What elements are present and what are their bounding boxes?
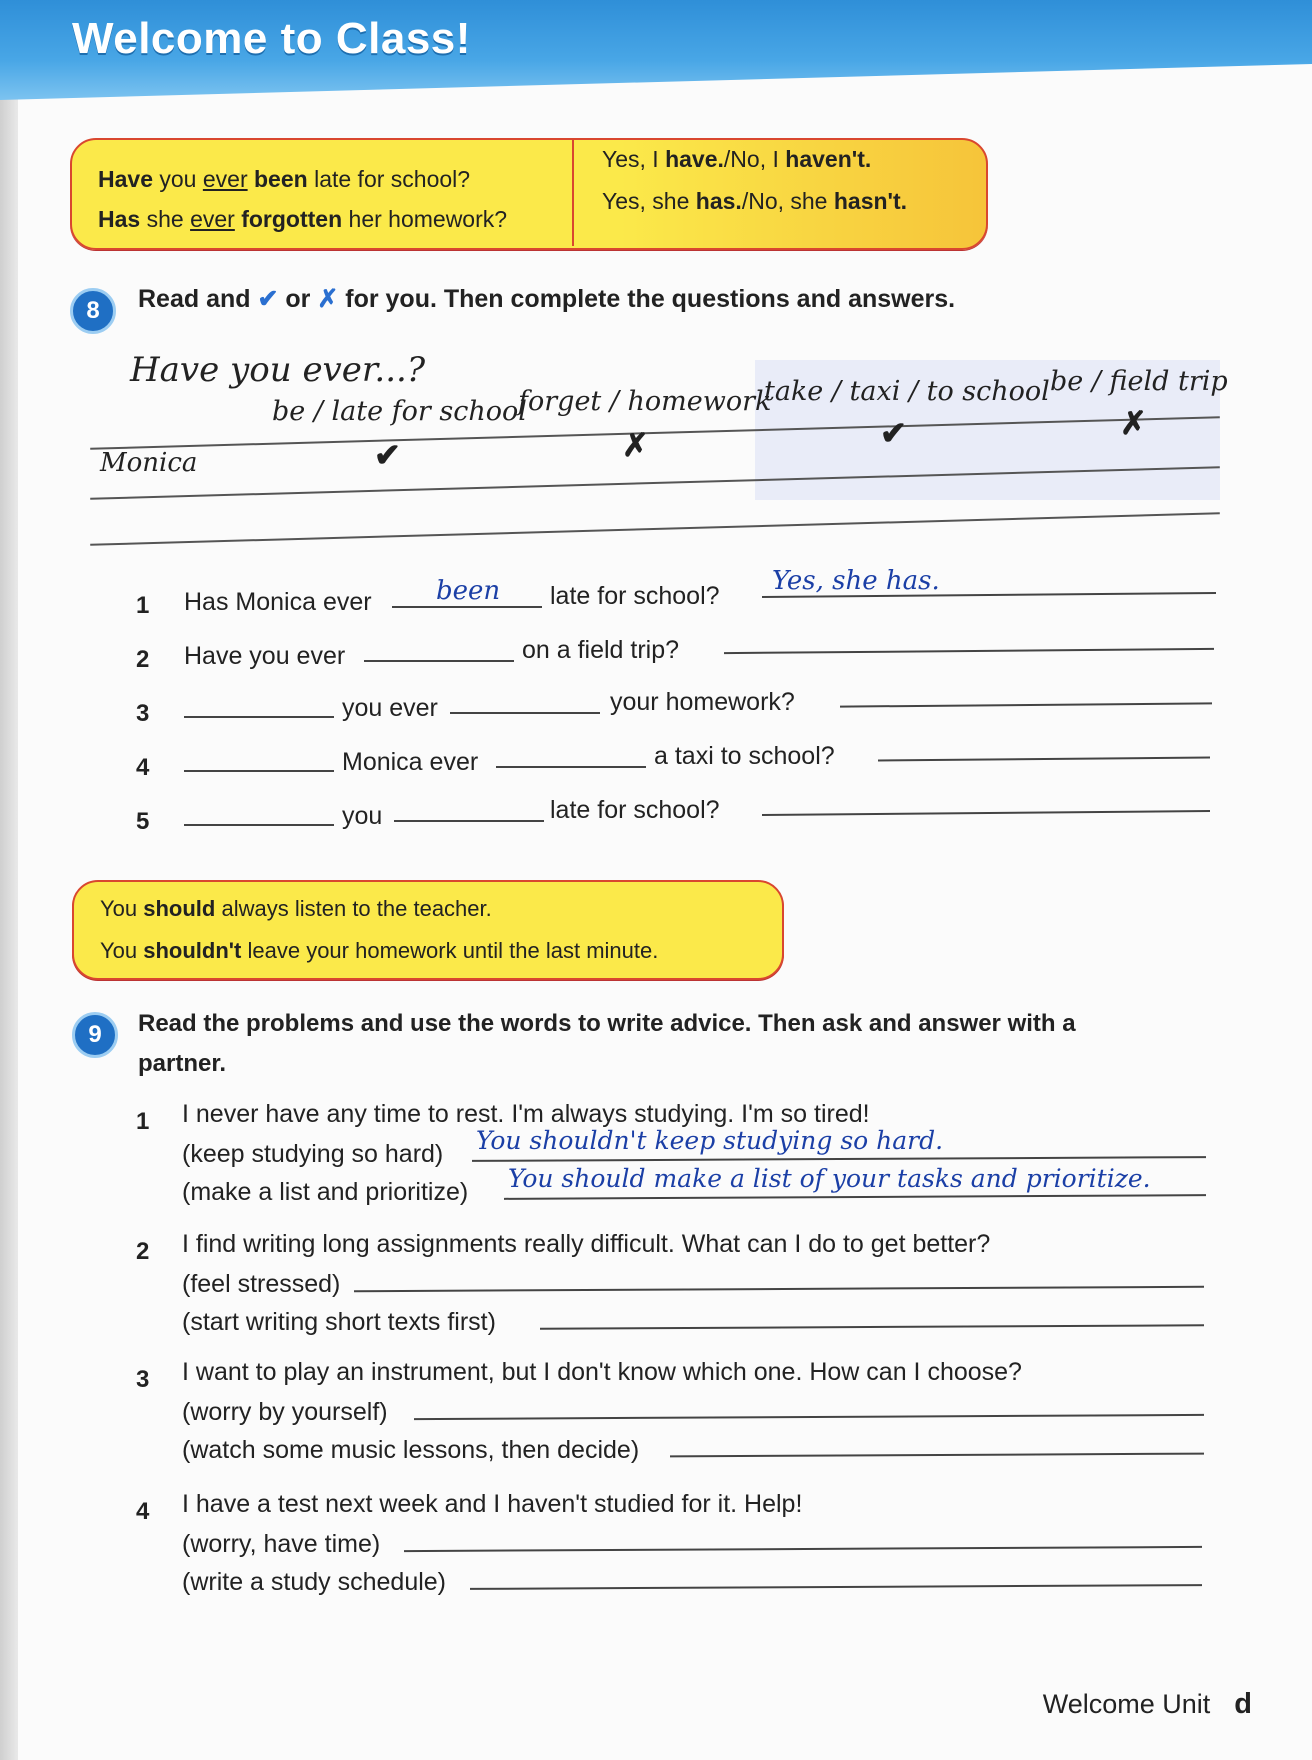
advice-cue: (write a study schedule) (182, 1568, 447, 1596)
question-text: late for school? (550, 582, 720, 610)
question-number: 2 (136, 646, 150, 673)
answer-blank[interactable] (394, 820, 544, 822)
column-header: forget / homework (518, 386, 772, 417)
item-number: 2 (136, 1238, 150, 1265)
answer-line[interactable] (472, 1156, 1206, 1161)
question-text: Have you ever (184, 642, 346, 670)
advice-cue: (watch some music lessons, then decide) (182, 1436, 640, 1464)
grammar-question-1: Have you ever been late for school? (98, 166, 471, 192)
grammar-question-2: Has she ever forgotten her homework? (98, 206, 508, 232)
item-number: 4 (136, 1498, 150, 1525)
exercise-8-instruction: Read and ✔ or ✗ for you. Then complete the questions and answers. (138, 285, 956, 313)
grammar-shouldnt-line: You shouldn't leave your homework until the last minute. (100, 938, 659, 963)
question-text: Has Monica ever (184, 588, 372, 616)
table-row-name: Monica (100, 448, 198, 478)
question-text: your homework? (610, 688, 795, 716)
answer-blank[interactable] (450, 712, 600, 714)
answer-line[interactable] (840, 702, 1212, 707)
column-header: be / late for school (272, 396, 527, 427)
answer-blank[interactable] (496, 766, 646, 768)
item-number: 3 (136, 1366, 150, 1393)
exercise-9-instruction: partner. (138, 1050, 227, 1077)
table-title: Have you ever...? (130, 350, 426, 390)
exercise-9-instruction: Read the problems and use the words to write advice. Then ask and answer with a (138, 1010, 1076, 1037)
question-text: you ever (342, 694, 438, 722)
unit-name: Welcome Unit (1042, 1689, 1211, 1719)
answer-line[interactable] (414, 1414, 1204, 1420)
exercise-number-badge: 9 (72, 1012, 118, 1058)
advice-cue: (feel stressed) (182, 1270, 341, 1298)
answer-blank[interactable] (184, 824, 334, 826)
advice-cue: (make a list and prioritize) (182, 1178, 469, 1206)
table-mark: ✗ (622, 427, 649, 463)
table-rule (90, 512, 1220, 545)
answer-line[interactable] (354, 1286, 1204, 1292)
problem-text: I want to play an instrument, but I don't know which one. How can I choose? (182, 1358, 1022, 1386)
item-number: 1 (136, 1108, 150, 1135)
question-text: Monica ever (342, 748, 479, 776)
answer-line[interactable] (504, 1194, 1206, 1199)
column-header: be / field trip (1050, 366, 1228, 397)
answer-line[interactable] (470, 1584, 1202, 1589)
question-text: on a field trip? (522, 636, 680, 664)
grammar-should-line: You should always listen to the teacher. (100, 896, 492, 921)
advice-cue: (keep studying so hard) (182, 1140, 444, 1168)
answer-blank[interactable] (364, 660, 514, 662)
column-header: take / taxi / to school (764, 376, 1050, 407)
question-text: you (342, 802, 383, 830)
question-number: 1 (136, 592, 150, 619)
answer-line[interactable] (878, 757, 1210, 761)
problem-text: I never have any time to rest. I'm always studying. I'm so tired! (182, 1100, 870, 1128)
question-number: 3 (136, 700, 150, 727)
answer-line[interactable] (670, 1453, 1204, 1457)
answer-line[interactable] (724, 648, 1214, 654)
advice-cue: (worry, have time) (182, 1530, 381, 1558)
cross-mark-icon: ✗ (317, 285, 339, 313)
advice-cue: (start writing short texts first) (182, 1308, 496, 1336)
page-footer (1043, 1688, 1252, 1721)
question-text: late for school? (550, 796, 720, 824)
grammar-box-should (72, 880, 784, 980)
question-text: a taxi to school? (654, 742, 835, 770)
answer-line[interactable] (540, 1324, 1204, 1329)
answer-blank[interactable] (184, 770, 334, 772)
exercise-number-badge: 8 (70, 288, 116, 334)
grammar-box-divider (572, 138, 574, 246)
page-spine-shadow (0, 0, 18, 1760)
problem-text: I have a test next week and I haven't studied for it. Help! (182, 1490, 803, 1518)
handwritten-answer: Yes, she has. (772, 566, 940, 596)
handwritten-answer: You shouldn't keep studying so hard. (476, 1126, 944, 1155)
table-mark: ✔ (374, 437, 401, 473)
grammar-answer-1: Yes, I have./No, I haven't. (602, 146, 872, 172)
handwritten-answer: You should make a list of your tasks and prioritize. (508, 1164, 1151, 1193)
answer-line[interactable] (404, 1546, 1202, 1552)
advice-cue: (worry by yourself) (182, 1398, 388, 1426)
problem-text: I find writing long assignments really difficult. What can I do to get better? (182, 1230, 991, 1258)
answer-line[interactable] (762, 810, 1210, 816)
table-mark: ✔ (880, 415, 907, 451)
page-number: d (1234, 1688, 1252, 1720)
page-title: Welcome to Class! (72, 14, 471, 63)
question-number: 5 (136, 808, 150, 835)
answer-blank[interactable] (392, 606, 542, 608)
handwritten-answer: been (436, 576, 501, 606)
question-number: 4 (136, 754, 150, 781)
table-mark: ✗ (1120, 405, 1147, 441)
answer-blank[interactable] (184, 716, 334, 718)
grammar-answer-2: Yes, she has./No, she hasn't. (602, 188, 908, 214)
check-mark-icon: ✔ (257, 285, 279, 313)
